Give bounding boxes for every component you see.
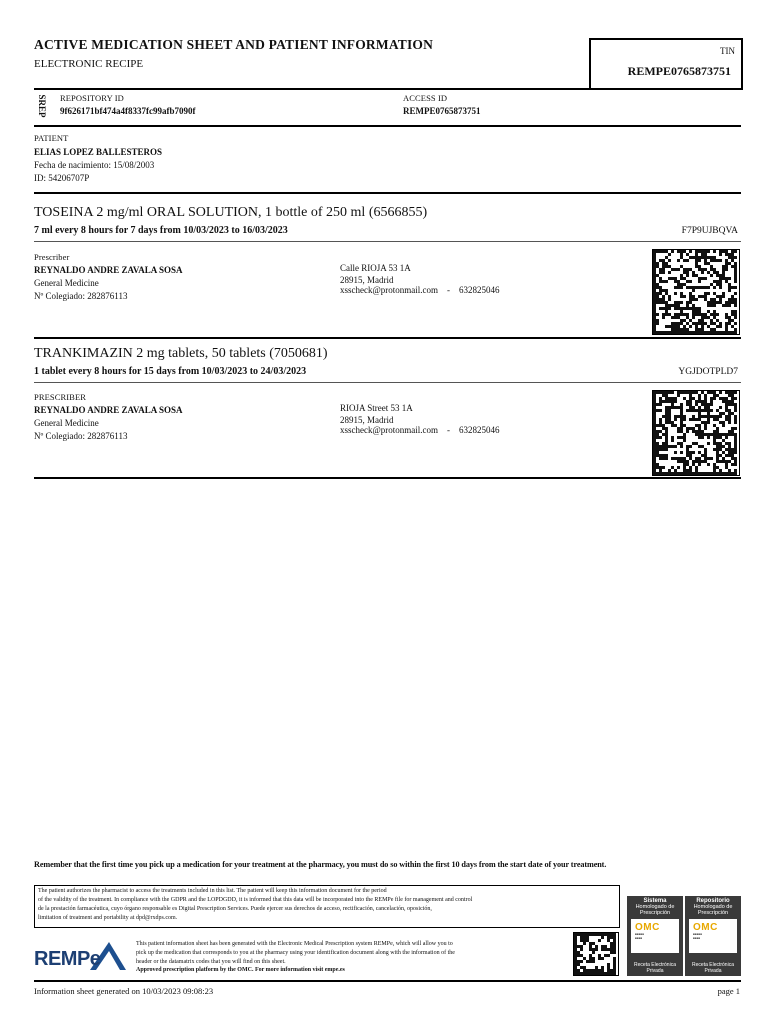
tin-box: [589, 38, 743, 90]
prescription-2-title: TRANKIMAZIN 2 mg tablets, 50 tablets (7050681): [34, 346, 328, 361]
legal-line-1: The patient authorizes the pharmacist to access the treatments included in this list. The patient will keep this information document for the period: [38, 888, 387, 894]
prescription-1-code: F7P9UJBQVA: [681, 226, 738, 236]
patient-id: ID: 54206707P: [34, 173, 90, 183]
repository-label: REPOSITORY ID: [60, 93, 124, 103]
prescriber-2-specialty: General Medicine: [34, 418, 99, 428]
prescription-1-title: TOSEINA 2 mg/ml ORAL SOLUTION, 1 bottle of 250 ml (6566855): [34, 205, 428, 220]
prescription-2-code: YGJDOTPLD7: [678, 367, 738, 377]
datamatrix-code-1: [652, 249, 740, 335]
prescriber-2-city: 28915, Madrid: [340, 415, 394, 425]
tin-value: REMPE0765873751: [627, 64, 731, 78]
patient-birth: Fecha de nacimiento: 15/08/2003: [34, 160, 155, 170]
legal-line-3: de la prestación farmacéutica, cuyo órgano responsable es Digital Prescription Services. Puede ejercer sus derechos de acceso, rectificación, cancelación, oposición,: [38, 906, 432, 912]
rempe-info-1: This patient information sheet has been generated with the Electronic Medical Prescription system REMPe, which will allow you to: [136, 941, 453, 947]
datamatrix-code-footer: [573, 932, 619, 976]
prescriber-2-address: RIOJA Street 53 1A: [340, 403, 413, 413]
prescriber-1-address: Calle RIOJA 53 1A: [340, 263, 411, 273]
omc-system-badge: Sistema Homologado de Prescripción OMC ■■■■■ ■■■■ Receta Electrónica Privada: [627, 896, 683, 976]
prescriber-1-contact: xsscheck@protonmail.com - 632825046: [340, 285, 500, 295]
srep-mark: SREP: [37, 94, 47, 118]
prescriber-1-specialty: General Medicine: [34, 278, 99, 288]
access-label: ACCESS ID: [403, 93, 448, 103]
access-value: REMPE0765873751: [403, 106, 481, 116]
legal-notice-box: [34, 885, 620, 928]
prescriber-1-name: REYNALDO ANDRE ZAVALA SOSA: [34, 265, 183, 275]
pickup-reminder: Remember that the first time you pick up a medication for your treatment at the pharmacy, you must do so within the first 10 days from the start date of your treatment.: [34, 860, 607, 869]
datamatrix-code-2: [652, 390, 740, 476]
page-number: page 1: [717, 986, 740, 996]
page-title: ACTIVE MEDICATION SHEET AND PATIENT INFORMATION: [34, 37, 434, 52]
legal-line-4: limitation of treatment and portability at dpd@rxdps.com.: [38, 915, 178, 921]
rempe-info-2: pick up the medication that corresponds to you at the pharmacy using your identification document along with the information of the: [136, 950, 455, 956]
rempe-info-4: Approved prescription platform by the OMC. For more information visit empe.es: [136, 967, 345, 973]
legal-line-2: of the validity of the treatment. In compliance with the GDPR and the LOPDGDD, it is informed that this data will be incorporated into the REMPe file for management and control: [38, 897, 473, 903]
patient-name: ELIAS LOPEZ BALLESTEROS: [34, 147, 163, 157]
repository-value: 9f626171bf474a4f8337fc99afb7090f: [60, 106, 196, 116]
page-subtitle: ELECTRONIC RECIPE: [34, 58, 144, 70]
prescriber-2-contact: xsscheck@protonmail.com - 632825046: [340, 425, 500, 435]
tin-label: TIN: [720, 46, 735, 56]
prescriber-1-city: 28915, Madrid: [340, 275, 394, 285]
omc-logo: OMC: [635, 922, 660, 933]
patient-label: PATIENT: [34, 133, 69, 143]
prescriber-1-label: Prescriber: [34, 252, 70, 262]
omc-logo: OMC: [693, 922, 718, 933]
omc-repository-badge: Repositorio Homologado de Prescripción OMC ■■■■■ ■■■■ Receta Electrónica Privada: [685, 896, 741, 976]
rempe-logo-text: REMPe: [34, 948, 101, 970]
prescriber-1-colegiado: Nº Colegiado: 282876113: [34, 291, 128, 301]
rempe-logo: [34, 940, 126, 974]
generated-timestamp: Information sheet generated on 10/03/2023 09:08:23: [34, 986, 214, 996]
prescriber-2-name: REYNALDO ANDRE ZAVALA SOSA: [34, 405, 183, 415]
prescriber-2-label: PRESCRIBER: [34, 392, 87, 402]
prescription-2-dosage: 1 tablet every 8 hours for 15 days from 10/03/2023 to 24/03/2023: [34, 366, 307, 377]
prescription-1-dosage: 7 ml every 8 hours for 7 days from 10/03/2023 to 16/03/2023: [34, 225, 288, 236]
rempe-info-3: header or the datamatrix codes that you will find on this sheet.: [136, 959, 286, 965]
prescriber-2-colegiado: Nº Colegiado: 282876113: [34, 431, 128, 441]
